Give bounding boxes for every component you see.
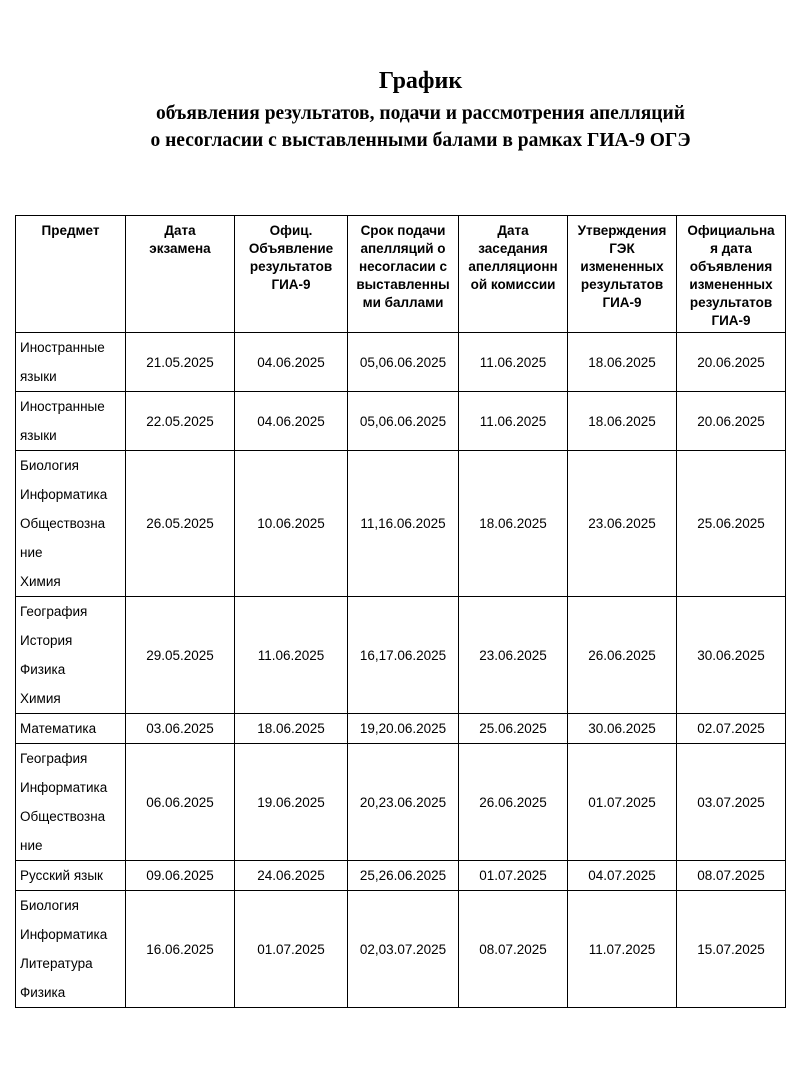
date-cell: 25.06.2025	[677, 451, 786, 597]
subject-cell: Биология Информатика Обществозна ние Химия	[16, 451, 126, 597]
date-cell: 01.07.2025	[459, 861, 568, 891]
subject-cell: География Информатика Обществозна ние	[16, 744, 126, 861]
date-cell: 04.06.2025	[235, 392, 348, 451]
schedule-table	[15, 215, 786, 1008]
date-cell: 06.06.2025	[126, 744, 235, 861]
date-cell: 25.06.2025	[459, 714, 568, 744]
date-cell: 26.06.2025	[568, 597, 677, 714]
table-row	[16, 597, 786, 714]
date-cell: 01.07.2025	[235, 891, 348, 1008]
date-cell: 18.06.2025	[568, 392, 677, 451]
document-subtitle-line2: о несогласии с выставленными балами в рамках ГИА-9 ОГЭ	[150, 130, 691, 151]
date-cell: 30.06.2025	[677, 597, 786, 714]
subject-cell: Иностранные языки	[16, 333, 126, 392]
date-cell: 11.06.2025	[459, 333, 568, 392]
date-cell: 02,03.07.2025	[348, 891, 459, 1008]
table-header-row	[16, 216, 786, 333]
date-cell: 08.07.2025	[677, 861, 786, 891]
date-cell: 02.07.2025	[677, 714, 786, 744]
date-cell: 03.07.2025	[677, 744, 786, 861]
date-cell: 19.06.2025	[235, 744, 348, 861]
column-header: Срок подачи апелляций о несогласии с выставленны ми баллами	[348, 216, 459, 333]
date-cell: 08.07.2025	[459, 891, 568, 1008]
table-row	[16, 891, 786, 1008]
subject-cell: Биология Информатика Литература Физика	[16, 891, 126, 1008]
date-cell: 11,16.06.2025	[348, 451, 459, 597]
date-cell: 25,26.06.2025	[348, 861, 459, 891]
table-row	[16, 744, 786, 861]
table-row	[16, 451, 786, 597]
date-cell: 19,20.06.2025	[348, 714, 459, 744]
date-cell: 04.06.2025	[235, 333, 348, 392]
subject-cell: Русский язык	[16, 861, 126, 891]
date-cell: 05,06.06.2025	[348, 392, 459, 451]
table-row	[16, 392, 786, 451]
date-cell: 18.06.2025	[568, 333, 677, 392]
date-cell: 20,23.06.2025	[348, 744, 459, 861]
date-cell: 18.06.2025	[459, 451, 568, 597]
date-cell: 26.06.2025	[459, 744, 568, 861]
date-cell: 15.07.2025	[677, 891, 786, 1008]
date-cell: 11.06.2025	[459, 392, 568, 451]
date-cell: 24.06.2025	[235, 861, 348, 891]
date-cell: 30.06.2025	[568, 714, 677, 744]
date-cell: 18.06.2025	[235, 714, 348, 744]
column-header: Дата экзамена	[126, 216, 235, 333]
column-header: Официальна я дата объявления измененных результатов ГИА-9	[677, 216, 786, 333]
date-cell: 16.06.2025	[126, 891, 235, 1008]
date-cell: 23.06.2025	[568, 451, 677, 597]
document-title: График	[378, 68, 463, 94]
date-cell: 10.06.2025	[235, 451, 348, 597]
subject-cell: Иностранные языки	[16, 392, 126, 451]
date-cell: 01.07.2025	[568, 744, 677, 861]
date-cell: 23.06.2025	[459, 597, 568, 714]
date-cell: 04.07.2025	[568, 861, 677, 891]
document-subtitle-line1: объявления результатов, подачи и рассмотрения апелляций	[156, 103, 685, 124]
date-cell: 21.05.2025	[126, 333, 235, 392]
table-row	[16, 861, 786, 891]
date-cell: 11.06.2025	[235, 597, 348, 714]
subject-cell: Математика	[16, 714, 126, 744]
date-cell: 03.06.2025	[126, 714, 235, 744]
date-cell: 29.05.2025	[126, 597, 235, 714]
column-header: Предмет	[16, 216, 126, 333]
date-cell: 20.06.2025	[677, 333, 786, 392]
date-cell: 11.07.2025	[568, 891, 677, 1008]
column-header: Дата заседания апелляционн ой комиссии	[459, 216, 568, 333]
date-cell: 09.06.2025	[126, 861, 235, 891]
date-cell: 26.05.2025	[126, 451, 235, 597]
subject-cell: География История Физика Химия	[16, 597, 126, 714]
date-cell: 20.06.2025	[677, 392, 786, 451]
date-cell: 22.05.2025	[126, 392, 235, 451]
column-header: Утверждения ГЭК измененных результатов ГИА-9	[568, 216, 677, 333]
table-row	[16, 714, 786, 744]
column-header: Офиц. Объявление результатов ГИА-9	[235, 216, 348, 333]
table-row	[16, 333, 786, 392]
date-cell: 16,17.06.2025	[348, 597, 459, 714]
date-cell: 05,06.06.2025	[348, 333, 459, 392]
